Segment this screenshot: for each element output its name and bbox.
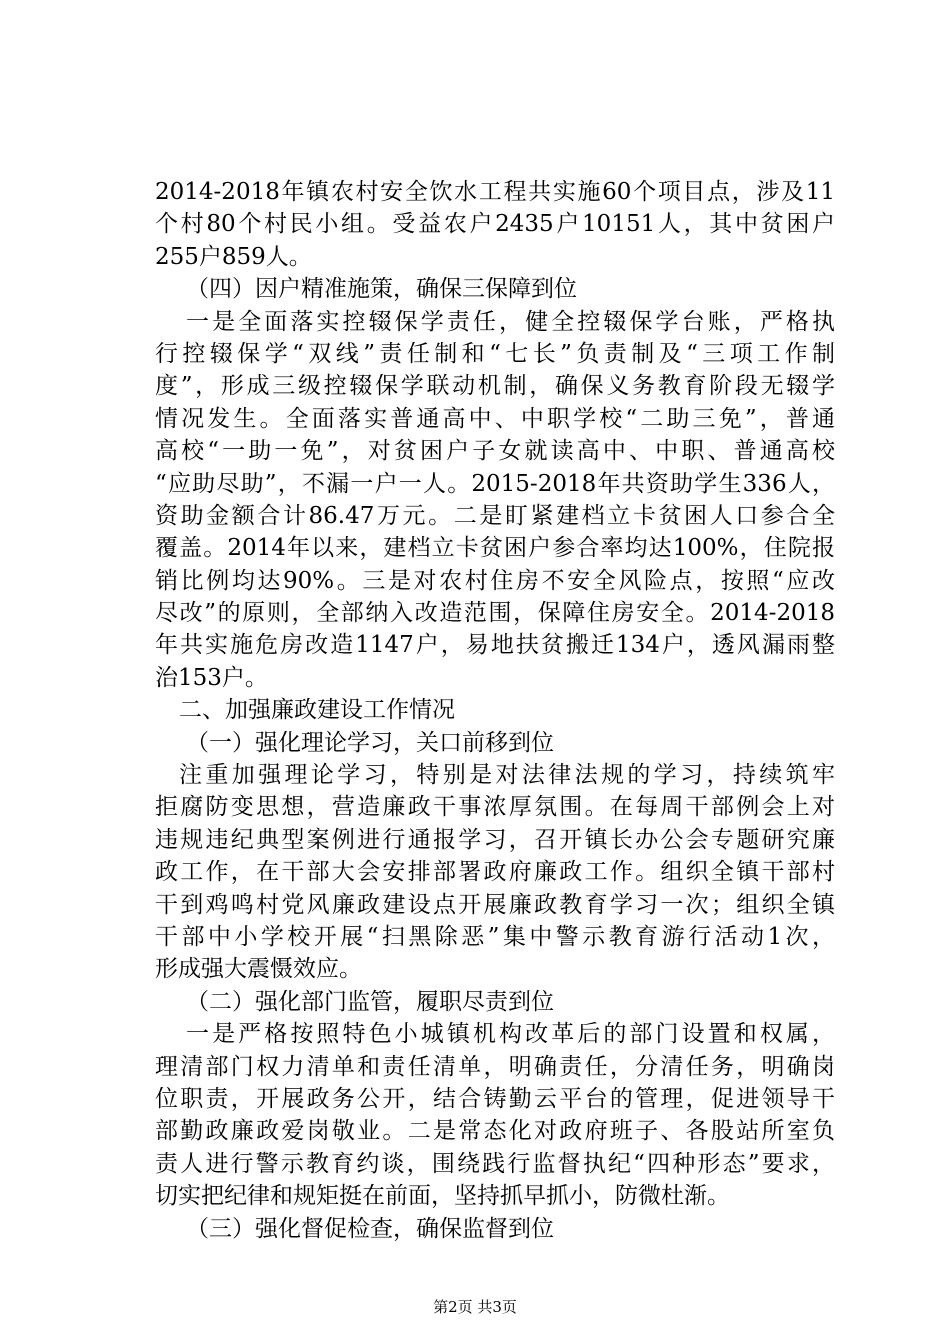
text-line: 治153户。 — [155, 664, 268, 691]
text-line: 干到鸡鸣村党风廉政建设点开展廉政教育学习一次；组织全镇 — [155, 891, 835, 918]
text-line: 高校“一助一免”，对贫困户子女就读高中、中职、普通高校 — [155, 438, 835, 465]
section-heading: （二）强化部门监管，履职尽责到位 — [186, 988, 554, 1015]
text-line: 资助金额合计86.47万元。二是盯紧建档立卡贫困人口参合全 — [155, 502, 835, 529]
text-line: 销比例均达90%。三是对农村住房不安全风险点，按照“应改 — [155, 567, 835, 594]
page-footer: 第2页 共3页 — [433, 1298, 517, 1316]
text-line: 责人进行警示教育约谈，围绕践行监督执纪“四种形态”要求， — [155, 1150, 835, 1177]
chapter-heading: 二、加强廉政建设工作情况 — [179, 697, 455, 724]
text-line: 255户859人。 — [155, 243, 312, 270]
text-line: 情况发生。全面落实普通高中、中职学校“二助三免”，普通 — [155, 405, 835, 432]
text-line: 理清部门权力清单和责任清单，明确责任，分清任务，明确岗 — [155, 1053, 835, 1080]
text-line: 覆盖。2014年以来，建档立卡贫困户参合率均达100%，住院报 — [155, 535, 835, 562]
text-line: 部勤政廉政爱岗敬业。二是常态化对政府班子、各股站所室负 — [155, 1118, 835, 1145]
section-heading: （一）强化理论学习，关口前移到位 — [186, 729, 554, 756]
text-line: 行控辍保学“双线”责任制和“七长”负责制及“三项工作制 — [155, 340, 835, 367]
section-heading: （三）强化督促检查，确保监督到位 — [186, 1215, 554, 1242]
text-line: “应助尽助”，不漏一户一人。2015-2018年共资助学生336人， — [155, 470, 835, 497]
text-line: 干部中小学校开展“扫黑除恶”集中警示教育游行活动1次， — [155, 923, 835, 950]
text-line: 政工作，在干部大会安排部署政府廉政工作。组织全镇干部村 — [155, 859, 835, 886]
text-line: 注重加强理论学习，特别是对法律法规的学习，持续筑牢 — [179, 762, 835, 789]
section-heading: （四）因户精准施策，确保三保障到位 — [186, 276, 577, 303]
text-line: 尽改”的原则，全部纳入改造范围，保障住房安全。2014-2018 — [155, 600, 835, 627]
text-line: 一是严格按照特色小城镇机构改革后的部门设置和权属， — [186, 1021, 835, 1048]
text-line: 度”，形成三级控辍保学联动机制，确保义务教育阶段无辍学 — [155, 373, 835, 400]
text-line: 年共实施危房改造1147户，易地扶贫搬迁134户，透风漏雨整 — [155, 632, 835, 659]
document-body — [155, 176, 835, 1245]
text-line: 个村80个村民小组。受益农户2435户10151人，其中贫困户 — [155, 211, 835, 238]
text-line: 一是全面落实控辍保学责任，健全控辍保学台账，严格执 — [186, 308, 835, 335]
text-line: 位职责，开展政务公开，结合铸勤云平台的管理，促进领导干 — [155, 1085, 835, 1112]
text-line: 拒腐防变思想，营造廉政干事浓厚氛围。在每周干部例会上对 — [155, 794, 835, 821]
text-line: 违规违纪典型案例进行通报学习，召开镇长办公会专题研究廉 — [155, 826, 835, 853]
text-line: 形成强大震慑效应。 — [155, 956, 362, 983]
text-line: 切实把纪律和规矩挺在前面，坚持抓早抓小，防微杜渐。 — [155, 1183, 730, 1210]
text-line: 2014-2018年镇农村安全饮水工程共实施60个项目点，涉及11 — [155, 179, 835, 205]
